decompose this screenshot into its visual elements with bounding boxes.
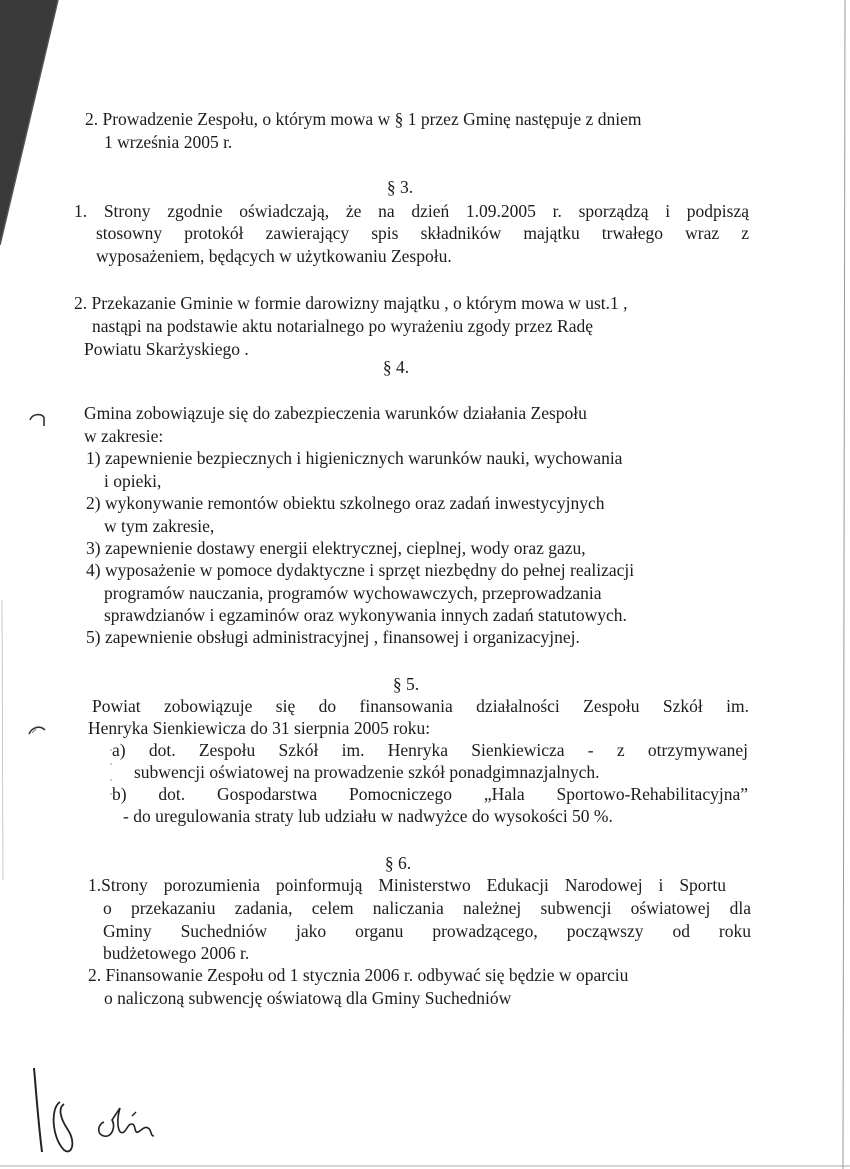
s3-item-1-line-1: 1. Strony zgodnie oświadczają, że na dzień 1.09.2005 r. sporządzą i podpiszą <box>74 201 749 221</box>
para-2-line-1: 2. Prowadzenie Zespołu, o którym mowa w § 1 przez Gminę następuje z dniem <box>85 109 642 129</box>
s6-item-1-line-2: o przekazaniu zadania, celem naliczania należnej subwencji oświatowej dla <box>103 898 751 918</box>
s4-intro-line-2: w zakresie: <box>84 426 164 446</box>
section-5-heading: § 5. <box>392 674 420 694</box>
s5-item-b-line-1: b) dot. Gospodarstwa Pomocniczego „Hala Sportowo-Rehabilitacyjna” <box>112 784 748 804</box>
s3-item-1-line-2: stosowny protokół zawierający spis składników majątku trwałego wraz z <box>96 223 749 243</box>
s3-item-2-line-3: Powiatu Skarżyskiego . <box>84 339 249 359</box>
s3-item-2-line-1: 2. Przekazanie Gminie w formie darowizny majątku , o którym mowa w ust.1 , <box>74 293 628 313</box>
s4-item-1-line-1: 1) zapewnienie bezpiecznych i higienicznych warunków nauki, wychowania <box>86 448 623 468</box>
s3-item-1-line-3: wyposażeniem, będących w użytkowaniu Zespołu. <box>96 246 452 266</box>
s6-item-1-line-4: budżetowego 2006 r. <box>103 943 250 963</box>
handwritten-initials <box>20 1060 180 1160</box>
s4-intro-line-1: Gmina zobowiązuje się do zabezpieczenia warunków działania Zespołu <box>84 403 587 423</box>
s6-item-1-line-3: Gminy Suchedniów jako organu prowadzącego, począwszy od roku <box>103 921 751 941</box>
s4-item-3: 3) zapewnienie dostawy energii elektrycznej, cieplnej, wody oraz gazu, <box>86 538 586 558</box>
s6-item-2-line-2: o naliczoną subwencję oświatową dla Gminy Suchedniów <box>104 988 512 1008</box>
s4-item-2-line-1: 2) wykonywanie remontów obiektu szkolnego oraz zadań inwestycyjnych <box>86 493 605 513</box>
s5-item-b-line-2: - do uregulowania straty lub udziału w nadwyżce do wysokości 50 %. <box>123 806 613 826</box>
s5-item-a-line-2: subwencji oświatowej na prowadzenie szkół ponadgimnazjalnych. <box>134 762 600 782</box>
s5-intro-line-1: Powiat zobowiązuje się do finansowania działalności Zespołu Szkół im. <box>92 696 749 716</box>
s4-item-2-line-2: w tym zakresie, <box>104 516 215 536</box>
punch-hole-mark-upper <box>26 408 56 432</box>
para-2-line-2: 1 września 2005 r. <box>104 132 233 152</box>
punch-hole-mark-lower <box>26 720 56 744</box>
s3-item-2-line-2: nastąpi na podstawie aktu notarialnego po wyrażeniu zgody przez Radę <box>92 316 593 336</box>
s4-item-4-line-2: programów nauczania, programów wychowawczych, przeprowadzania <box>104 583 602 603</box>
s4-item-4-line-3: sprawdzianów i egzaminów oraz wykonywania innych zadań statutowych. <box>104 605 627 625</box>
s4-item-5: 5) zapewnienie obsługi administracyjnej , finansowej i organizacyjnej. <box>86 627 580 647</box>
s4-item-4-line-1: 4) wyposażenie w pomoce dydaktyczne i sprzęt niezbędny do pełnej realizacji <box>86 560 635 580</box>
margin-dots <box>108 742 114 802</box>
section-6-heading: § 6. <box>384 853 412 873</box>
s5-item-a-line-1: a) dot. Zespołu Szkół im. Henryka Sienkiewicza - z otrzymywanej <box>112 740 748 760</box>
s6-item-1-line-1: 1.Strony porozumienia poinformują Ministerstwo Edukacji Narodowej i Sportu <box>88 875 726 895</box>
section-3-heading: § 3. <box>386 177 414 197</box>
section-4-heading: § 4. <box>382 357 410 377</box>
s4-item-1-line-2: i opieki, <box>104 471 162 491</box>
s6-item-2-line-1: 2. Finansowanie Zespołu od 1 stycznia 2006 r. odbywać się będzie w oparciu <box>88 965 629 985</box>
s5-intro-line-2: Henryka Sienkiewicza do 31 sierpnia 2005 roku: <box>88 718 431 738</box>
